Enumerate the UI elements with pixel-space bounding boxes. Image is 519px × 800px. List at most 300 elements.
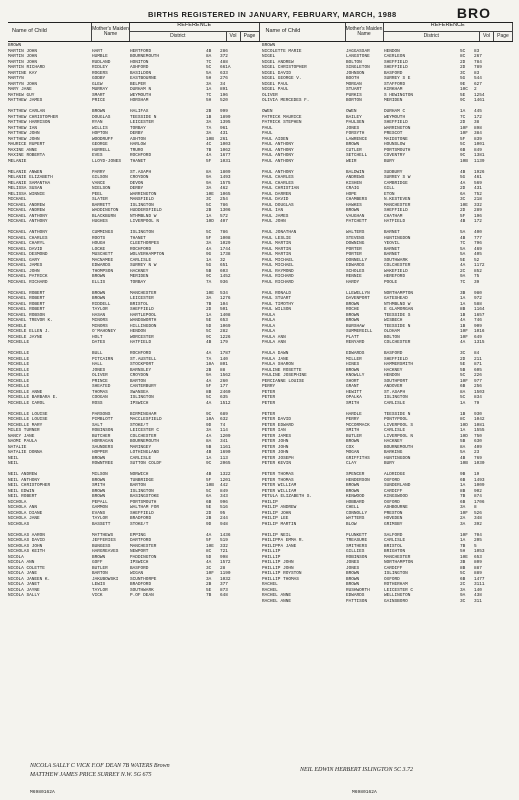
cell-page: 998 (220, 554, 228, 560)
cell-page: 849 (220, 488, 228, 494)
cell-maiden: BARRETT (92, 202, 111, 208)
cell-vol: 6B (460, 147, 466, 153)
cell-name: MAXINE ROBERTA (8, 153, 45, 158)
cell-page: 627 (474, 81, 482, 87)
cell-page: 74 (220, 422, 226, 428)
cell-dist: CARLISLE (384, 428, 406, 433)
cell-vol: 9G (206, 252, 212, 257)
cell-dist: CROYDON (130, 175, 149, 180)
cell-maiden: JONES (346, 560, 360, 565)
cell-maiden: TAYLOR (92, 307, 108, 312)
cell-maiden: LAWRENCE (346, 136, 368, 142)
cell-dist: SWANSEA (130, 389, 149, 395)
cell-maiden: GODBY (92, 76, 106, 81)
cell-vol: 2B (206, 109, 212, 114)
cell-page: 871 (474, 362, 482, 367)
cell-maiden: DAVENPORT (346, 296, 370, 301)
cell-page: 32 (220, 257, 226, 263)
cell-maiden: BARTON (92, 571, 108, 576)
cell-page: 211 (474, 356, 482, 362)
cell-dist: PORTSMOUTH (384, 147, 411, 153)
cell-vol: 8B (206, 389, 212, 395)
cell-page: 902 (474, 488, 482, 494)
cell-page: 653 (474, 554, 482, 560)
cell-page: 1555 (474, 428, 485, 433)
cell-maiden: SCHOLES (346, 268, 365, 274)
cell-page: 1016 (474, 329, 485, 334)
cell-maiden: MUSCHETT (92, 252, 114, 257)
cell-vol: 9B (460, 472, 466, 477)
cell-maiden: PEEL (92, 191, 103, 197)
cell-page: 218 (474, 197, 482, 202)
cell-name: MICHELLE LOUISE (8, 417, 48, 422)
cell-maiden: PLATT (346, 334, 360, 340)
cell-vol: 5C (460, 142, 466, 147)
cell-name: NICHOLA DIANE (8, 510, 43, 516)
cell-page: 786 (220, 202, 228, 208)
cell-maiden: MINORS (92, 323, 108, 329)
cell-page: 1164 (474, 307, 485, 312)
cell-vol: 5A (460, 252, 466, 257)
cell-name: MICHAEL DESMOND (8, 252, 48, 257)
cell-name: PAUL DAVID (262, 197, 289, 202)
cell-name: NICOLA JANEEN K. (8, 576, 51, 582)
cell-name: NIGEL PAUL (262, 81, 289, 87)
cell-dist: TEESSIDE N (130, 114, 157, 120)
cell-vol: 10F (460, 329, 468, 334)
cell-dist: SURREY S W (384, 175, 411, 180)
cell-page: 898 (474, 125, 482, 131)
cell-page: 28 (220, 565, 226, 571)
cell-page: 1477 (474, 576, 485, 582)
cell-vol: 3A (206, 131, 212, 136)
cell-vol: 8A (460, 389, 466, 395)
cell-dist: BRADFORD (130, 516, 152, 521)
cell-name: MICHAEL ROBERT (8, 301, 45, 307)
cell-vol: 1A (460, 301, 466, 307)
cell-name: PAUL MARTIN (262, 246, 291, 252)
cell-name: MICHAEL ANDREW (8, 202, 45, 208)
cell-maiden: CONNOLLY (346, 510, 368, 516)
cell-maiden: PARRY (92, 169, 106, 175)
cell-page: 1575 (220, 180, 231, 186)
cell-dist: TRURO (130, 147, 144, 153)
cell-page: 104 (220, 301, 228, 307)
cell-dist: SHEFFIELD (384, 120, 408, 125)
cell-page: 196 (474, 213, 482, 219)
cell-page: 1201 (220, 477, 231, 483)
cell-name: PAUL DARREN (262, 191, 291, 197)
cell-dist: OXFORD (384, 576, 400, 582)
cell-vol: 2C (460, 268, 466, 274)
cell-name: PAUL JOHN (262, 219, 286, 224)
cell-name: NEIL (8, 455, 19, 461)
cell-page: 2065 (220, 461, 231, 466)
cell-maiden: TAYLOR (92, 587, 108, 593)
cell-vol: 4C (206, 142, 212, 147)
cell-name: RACHEL (262, 582, 278, 587)
cell-maiden: BROWN (92, 494, 106, 499)
cell-maiden: WOODRUFF (92, 136, 114, 142)
cell-page: 79 (474, 400, 480, 406)
cell-vol: 10D (460, 422, 468, 428)
cell-dist: BASFORD (384, 351, 403, 356)
cell-maiden: BROWN (346, 439, 360, 444)
cell-dist: CARLISLE (384, 538, 406, 543)
cell-name: PETER (262, 395, 276, 400)
cell-name: PAULA (262, 312, 276, 318)
cell-dist: HENDON (384, 48, 400, 54)
cell-dist: HALIFAX (130, 109, 149, 114)
cell-dist: HERTFORD (130, 48, 152, 54)
cell-page: 3111 (474, 582, 485, 587)
cell-page: 801 (220, 362, 228, 367)
cell-maiden: HOUGH (92, 241, 106, 246)
cell-dist: HATFIELD (384, 219, 406, 224)
cell-name: PETER (262, 411, 276, 417)
cell-dist: BARKING (384, 450, 403, 455)
cell-dist: HONITON (130, 59, 149, 65)
cell-name: PETER WILLIAM (262, 488, 297, 494)
cell-page: 1003 (220, 142, 231, 147)
cell-dist: COLCHESTER (384, 340, 411, 345)
cell-page: 1503 (474, 389, 485, 395)
cell-vol: 9C (206, 334, 212, 340)
cell-maiden: DOWNING (346, 241, 365, 246)
cell-maiden: SETCHELL (346, 153, 368, 158)
cell-vol: 3A (206, 241, 212, 246)
cell-name: NICOLA COLETTE (8, 565, 45, 571)
cell-maiden: KENWOOD (346, 494, 365, 499)
cell-dist: EASTBOURNE (130, 76, 157, 81)
cell-name: BROWN (262, 43, 276, 48)
cell-dist: KINGSWOOD (384, 494, 408, 499)
cell-dist: MANCHESTER (384, 202, 411, 208)
header-reference-label: REFERENCE (384, 23, 513, 32)
cell-page: 1315 (474, 340, 485, 345)
cell-maiden: BROWN (92, 290, 106, 296)
cell-page: 1381 (474, 153, 485, 158)
cell-dist: P.OF DEAN (130, 593, 154, 598)
cell-name: PERRY (262, 384, 276, 389)
cell-name: NICHOLA (8, 499, 27, 505)
cell-page: 341 (220, 439, 228, 444)
cell-page: 2460 (220, 389, 231, 395)
cell-vol: 5A (460, 230, 466, 235)
cell-page: 874 (474, 494, 482, 499)
cell-page: 526 (474, 510, 482, 516)
cell-maiden: OPALKA (346, 395, 362, 400)
cell-dist: COLCHESTER (384, 263, 411, 268)
cell-vol: 5E (206, 505, 212, 510)
cell-page: 38 (474, 120, 480, 125)
cell-maiden: GOFF (92, 560, 103, 565)
cell-page: 1172 (474, 263, 485, 268)
cell-vol: 5C (206, 230, 212, 235)
cell-page: 588 (474, 301, 482, 307)
cell-maiden: BROWN (92, 274, 106, 279)
cell-name: PAUL CHRISTIAN (262, 186, 299, 191)
cell-maiden: BROWN (346, 483, 360, 488)
cell-dist: HILLINGDON (130, 323, 157, 329)
cell-vol: 1B (460, 312, 466, 318)
cell-maiden: VANCE (92, 180, 106, 186)
cell-dist: DERBY (130, 131, 144, 136)
cell-dist: NORWICH (130, 472, 149, 477)
cell-name: PETER (262, 400, 276, 406)
cell-maiden: PRICE (92, 98, 106, 103)
cell-dist: ISLINGTON (384, 571, 408, 576)
cell-vol: 2B (206, 367, 212, 373)
cell-dist: TORBAY (130, 279, 146, 285)
cell-dist: NORTHAMPTON (384, 290, 413, 296)
header-maiden: Mother's Maiden Name (92, 23, 130, 41)
cell-dist: SHEFFIELD (384, 59, 408, 65)
cell-dist: CANTERBURY (130, 384, 157, 389)
cell-maiden: CLAY (346, 461, 357, 466)
cell-page: 52 (474, 257, 480, 263)
cell-maiden: WEIR (346, 158, 357, 164)
cell-name: PAUL ANTHONY (262, 147, 294, 153)
cell-maiden: GILLIES (346, 549, 365, 554)
cell-page: 1744 (220, 246, 231, 252)
cell-maiden: WADDINGTON (92, 208, 119, 213)
register-column-left (8, 43, 260, 604)
cell-page: 1062 (220, 147, 231, 153)
cell-dist: TEESSIDE N (384, 411, 411, 417)
cell-page: 488 (220, 59, 228, 65)
cell-maiden: PITCAIRN (92, 356, 114, 362)
cell-page: 1030 (474, 461, 485, 466)
cell-maiden: MILLER (346, 356, 362, 362)
cell-page: 1436 (220, 532, 231, 538)
cell-name: NICOLA JANE (8, 571, 37, 576)
cell-name: PAUL AIDEN (262, 136, 289, 142)
cell-page: 332 (220, 543, 228, 549)
cell-dist: LEICESTER C (130, 428, 159, 433)
cell-page: 809 (474, 560, 482, 565)
cell-dist: HORSHAM (130, 98, 149, 103)
cell-page: 746 (474, 318, 482, 323)
page-header (8, 5, 513, 22)
cell-name: NATALIE (8, 444, 27, 450)
cell-vol: 9E (460, 81, 466, 87)
cell-page: 23 (474, 450, 480, 455)
cell-name: NAOMI PAULA (8, 439, 37, 444)
cell-vol: 4A (206, 246, 212, 252)
cell-dist: OXFORD (384, 499, 400, 505)
cell-page: 1008 (220, 235, 231, 241)
header-vol: Vol (227, 32, 241, 41)
cell-maiden: BROWN (346, 208, 360, 213)
cell-page: 348 (474, 516, 482, 521)
cell-vol: 2A (460, 516, 466, 521)
cell-dist: SOUTHWARK (384, 257, 408, 263)
cell-maiden: BROWN (92, 554, 106, 560)
cell-page: 520 (220, 98, 228, 103)
cell-maiden: FORSYTH (346, 131, 365, 136)
cell-maiden: HARDLE (346, 411, 362, 417)
cell-dist: TEESSIDE N (384, 323, 411, 329)
cell-dist: BARNSLEY (130, 367, 152, 373)
cell-dist: PONTYPOOL (384, 417, 408, 422)
cell-page: 1031 (220, 158, 231, 164)
cell-name: MATTHEW JOHN (8, 131, 40, 136)
cell-name: MARTIN JOHN (8, 59, 37, 65)
cell-page: 1254 (474, 92, 485, 98)
cell-name: PHILIPPA JANE (262, 543, 297, 549)
cell-maiden: HURRELL (92, 147, 111, 153)
cell-vol: 7B (206, 593, 212, 598)
cell-maiden: PEPALL (92, 499, 108, 505)
cell-dist: ETON (384, 191, 395, 197)
cell-dist: GRIMSBY (384, 521, 403, 527)
cell-maiden: EDWARDS (346, 593, 365, 598)
cell-vol: 7B (460, 543, 466, 549)
cell-page: 256 (474, 384, 482, 389)
cell-name: PAUL RONALD (262, 290, 291, 296)
cell-vol: 3A (206, 81, 212, 87)
cell-vol: 3C (460, 598, 466, 604)
cell-name: PETER EDWARD (262, 422, 294, 428)
cell-dist: BRISTOL (384, 543, 403, 549)
cell-dist: CAERLEON (384, 54, 406, 59)
cell-page: 431 (220, 131, 228, 136)
cell-name: MARTIN RICHARD (8, 65, 45, 70)
cell-maiden: ROSS (92, 400, 103, 406)
cell-vol: 1A (206, 455, 212, 461)
cell-name: MARTIN JOHN (8, 48, 37, 54)
cell-maiden: ROOTS (92, 235, 106, 241)
cell-dist: HENDON (384, 373, 400, 378)
cell-vol: 3A (206, 428, 212, 433)
cell-vol: 2B (206, 516, 212, 521)
cell-name: NICOLA JANET (8, 582, 40, 587)
cell-name: NICHOLA JANE (8, 516, 40, 521)
cell-vol: 10F (460, 532, 468, 538)
cell-dist: BOURNEMOUTH (130, 54, 159, 59)
header-reference (130, 23, 260, 41)
cell-dist: HOVEDEN (384, 516, 403, 521)
cell-dist: BOLTON (384, 334, 400, 340)
cell-page: 909 (474, 323, 482, 329)
cell-dist: CARDIFF (384, 565, 403, 571)
cell-name: PAUL ANTHONY (262, 169, 294, 175)
cell-vol: 5C (206, 65, 212, 70)
cell-maiden: JOHNSON (346, 70, 365, 76)
cell-dist: SOUTHWARK (130, 587, 154, 593)
cell-vol: 3B (460, 290, 466, 296)
cell-dist: GATESHEAD (384, 296, 408, 301)
cell-page: 572 (220, 213, 228, 219)
cell-name: NEIL CHRISTOPHER (8, 483, 51, 488)
cell-dist: COVENTRY (384, 153, 406, 158)
cell-maiden: BROWN (346, 142, 360, 147)
cell-maiden: RUDLAND (92, 59, 111, 65)
cell-maiden: BROWN (346, 488, 360, 494)
cell-vol: 7A (206, 356, 212, 362)
cell-vol: 1A (460, 400, 466, 406)
cell-name: MICHAEL ROBERT (8, 290, 45, 296)
cell-maiden: TAYLOR (92, 516, 108, 521)
cell-page: 34 (220, 81, 226, 87)
cell-name: MATTHEW JOHN (8, 136, 40, 142)
cell-name: PAUL ANTHONY (262, 153, 294, 158)
cell-vol: 7B (206, 147, 212, 153)
cell-vol: 8A (206, 439, 212, 444)
cell-vol: 4B (206, 48, 212, 54)
cell-maiden: HARDY (346, 279, 360, 285)
cell-name: MICHAEL PATRICK (8, 274, 48, 279)
cell-maiden: MOGAN (346, 450, 360, 455)
cell-vol: 4A (460, 180, 466, 186)
cell-vol: 7C (206, 59, 212, 65)
cell-maiden: LOCKE (92, 246, 106, 252)
cell-name: PHILLIP JOHN (262, 560, 294, 565)
cell-name: NICOLA SALLY (8, 593, 40, 598)
cell-dist: HARTLEPOOL (130, 312, 157, 318)
cell-name: NIGEL CHRISTOPHER (262, 65, 307, 70)
cell-dist: WARRINGTON (130, 191, 157, 197)
cell-page: 244 (220, 516, 228, 521)
cell-vol: 5C (206, 395, 212, 400)
cell-page: 534 (220, 290, 228, 296)
cell-name: PHILLIP THOMAS (262, 576, 299, 582)
cell-name: PETER JOHN (262, 439, 289, 444)
cell-page: 445 (474, 109, 482, 114)
cell-page: 1209 (220, 433, 231, 439)
cell-page: 704 (474, 532, 482, 538)
cell-maiden: STUART (346, 87, 362, 92)
cell-name: PAUL IAN (262, 208, 284, 213)
cell-vol: 3A (206, 296, 212, 301)
handwritten-note: MATTHEW JAMES PRICE SURREY N.W. 5G 675 (30, 772, 152, 778)
cell-dist: ANDOVER (384, 384, 403, 389)
cell-dist: MACCLESFIELD (130, 417, 162, 422)
cell-page: 891 (220, 87, 228, 92)
cell-vol: 6B (460, 499, 466, 505)
cell-name: PAUL CHARLES (262, 175, 294, 180)
cell-page: 409 (474, 444, 482, 450)
cell-dist: SUTTON COLDF (130, 461, 162, 466)
cell-page: 88 (220, 367, 226, 373)
cell-vol: 4A (206, 560, 212, 565)
cell-page: 407 (220, 219, 228, 224)
cell-vol: 8C (206, 549, 212, 554)
cell-vol: 5B (206, 268, 212, 274)
cell-maiden: HINES (346, 362, 360, 367)
cell-maiden: BROWN (92, 109, 106, 114)
header-vol: Vol (480, 32, 494, 41)
cell-page: 39 (474, 279, 480, 285)
cell-dist: CARLISLE (130, 455, 152, 461)
cell-maiden: EVES (92, 153, 103, 158)
header-reference-label: REFERENCE (130, 23, 259, 32)
cell-maiden: HOPE (346, 191, 357, 197)
cell-page: 372 (220, 54, 228, 59)
cell-page: 651 (220, 263, 228, 268)
cell-name: MICHELLE (8, 367, 30, 373)
cell-maiden: CRAIG (346, 186, 360, 191)
cell-name: MATTHEW HARRISON (8, 120, 51, 125)
cell-vol: 1A (460, 538, 466, 543)
cell-name: MICHELLE (8, 340, 30, 345)
cell-dist: SALFORD (384, 532, 403, 538)
cell-dist: BASFORD (384, 70, 403, 76)
cell-page: 1493 (474, 477, 485, 483)
cell-dist: DURHAM C (384, 109, 406, 114)
cell-page: 972 (474, 296, 482, 301)
